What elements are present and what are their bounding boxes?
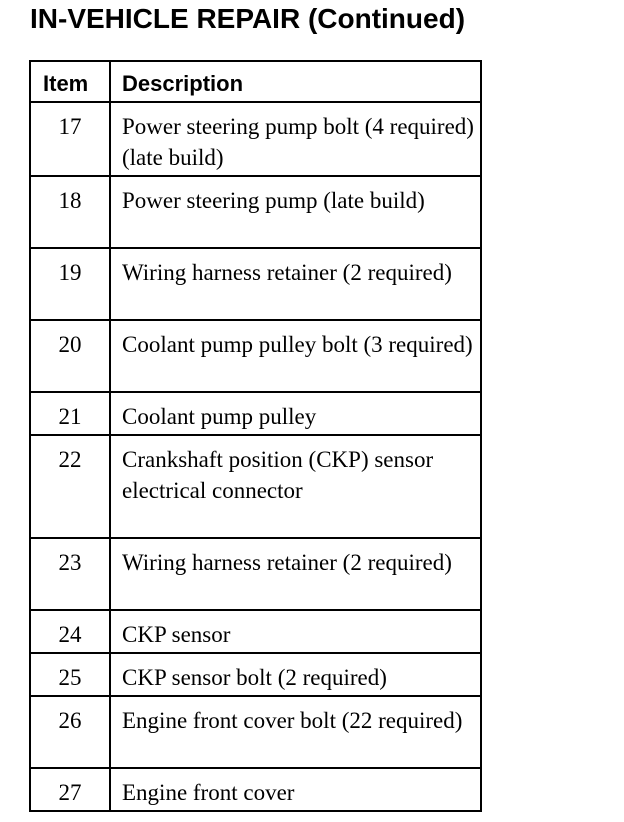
description-cell: Power steering pump (late build) bbox=[110, 176, 481, 248]
item-number-cell: 20 bbox=[30, 320, 110, 392]
description-cell: Power steering pump bolt (4 required) (late build) bbox=[110, 102, 481, 176]
item-number-cell: 18 bbox=[30, 176, 110, 248]
table-row bbox=[30, 653, 481, 696]
item-number-cell: 24 bbox=[30, 610, 110, 653]
description-cell: Engine front cover bbox=[110, 768, 481, 811]
table-header-row bbox=[30, 61, 481, 102]
table-row bbox=[30, 538, 481, 610]
description-cell: CKP sensor bolt (2 required) bbox=[110, 653, 481, 696]
description-cell: Coolant pump pulley bolt (3 required) bbox=[110, 320, 481, 392]
description-cell: CKP sensor bbox=[110, 610, 481, 653]
item-number-cell: 23 bbox=[30, 538, 110, 610]
column-header-item: Item bbox=[30, 61, 110, 102]
page-title: IN-VEHICLE REPAIR (Continued) bbox=[30, 3, 466, 34]
table-row bbox=[30, 248, 481, 320]
table-row bbox=[30, 696, 481, 768]
table-row bbox=[30, 176, 481, 248]
description-cell: Engine front cover bolt (22 required) bbox=[110, 696, 481, 768]
table-row bbox=[30, 392, 481, 435]
description-cell: Coolant pump pulley bbox=[110, 392, 481, 435]
item-number-cell: 21 bbox=[30, 392, 110, 435]
item-description-table bbox=[29, 60, 482, 812]
description-cell: Wiring harness retainer (2 required) bbox=[110, 538, 481, 610]
item-number-cell: 22 bbox=[30, 435, 110, 538]
item-number-cell: 19 bbox=[30, 248, 110, 320]
item-number-cell: 17 bbox=[30, 102, 110, 176]
table-row bbox=[30, 768, 481, 811]
item-number-cell: 26 bbox=[30, 696, 110, 768]
column-header-description: Description bbox=[110, 61, 481, 102]
description-cell: Wiring harness retainer (2 required) bbox=[110, 248, 481, 320]
table-row bbox=[30, 435, 481, 538]
item-number-cell: 27 bbox=[30, 768, 110, 811]
table-row bbox=[30, 102, 481, 176]
table-row bbox=[30, 610, 481, 653]
table-row bbox=[30, 320, 481, 392]
item-number-cell: 25 bbox=[30, 653, 110, 696]
description-cell: Crankshaft position (CKP) sensor electrical connector bbox=[110, 435, 481, 538]
